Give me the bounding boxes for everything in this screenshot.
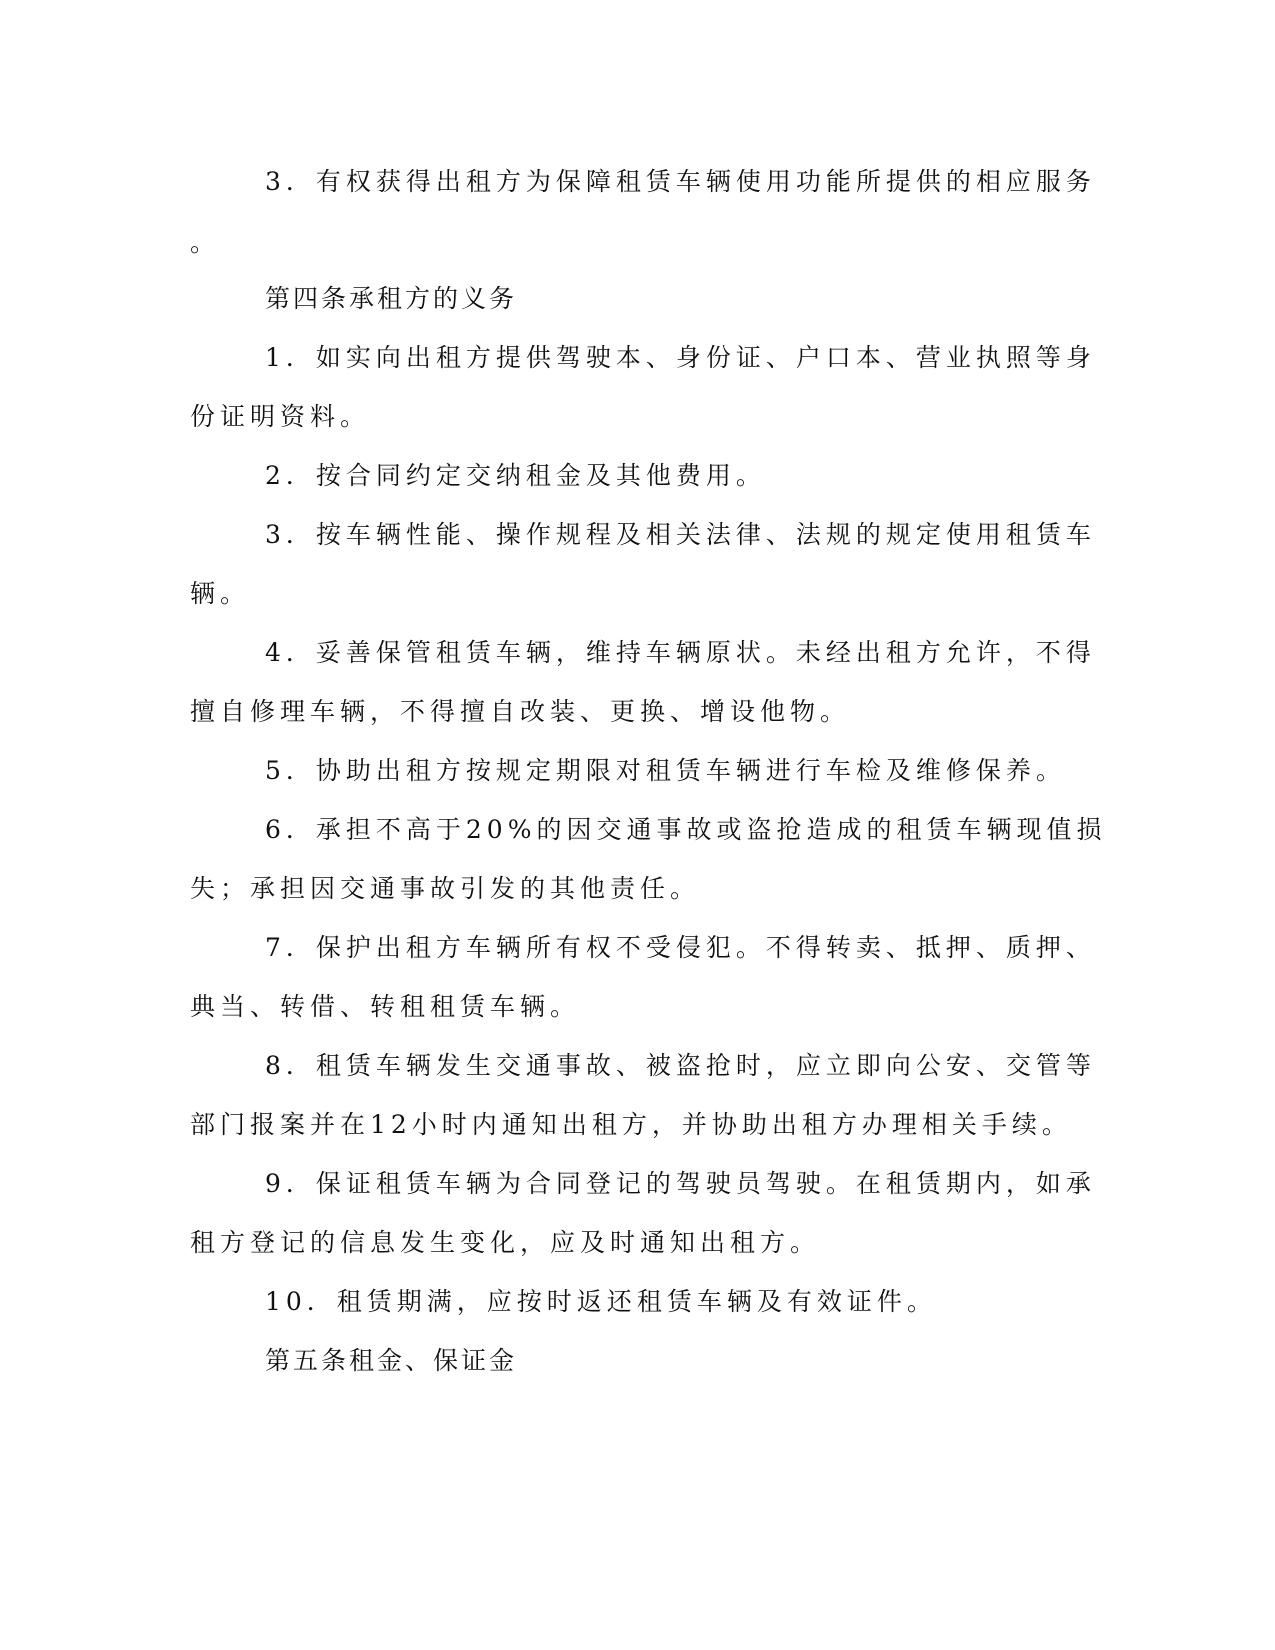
- duty-9-line-2: 租方登记的信息发生变化，应及时通知出租方。: [190, 1228, 821, 1257]
- duty-4-line-1: 4．妥善保管租赁车辆，维持车辆原状。未经出租方允许，不得: [265, 638, 1096, 667]
- clause-3-line-2: 。: [190, 228, 221, 257]
- duty-1-line-1: 1．如实向出租方提供驾驶本、身份证、户口本、营业执照等身: [265, 343, 1096, 372]
- duty-6-line-2: 失；承担因交通事故引发的其他责任。: [190, 874, 701, 903]
- duty-7-line-2: 典当、转借、转租租赁车辆。: [190, 992, 581, 1021]
- duty-7-line-1: 7．保护出租方车辆所有权不受侵犯。不得转卖、抵押、质押、: [265, 933, 1096, 962]
- duty-10-line-1: 10．租赁期满，应按时返还租赁车辆及有效证件。: [265, 1287, 937, 1316]
- duty-3-line-1: 3．按车辆性能、操作规程及相关法律、法规的规定使用租赁车: [265, 520, 1096, 549]
- duty-8-line-1: 8．租赁车辆发生交通事故、被盗抢时，应立即向公安、交管等: [265, 1051, 1096, 1080]
- duty-3-line-2: 辆。: [190, 579, 251, 608]
- duty-9-line-1: 9．保证租赁车辆为合同登记的驾驶员驾驶。在租赁期内，如承: [265, 1169, 1096, 1198]
- duty-1-line-2: 份证明资料。: [190, 402, 371, 431]
- duty-2-line-1: 2．按合同约定交纳租金及其他费用。: [265, 461, 766, 490]
- duty-5-line-1: 5．协助出租方按规定期限对租赁车辆进行车检及维修保养。: [265, 756, 1066, 785]
- section-4-heading: 第四条承租方的义务: [265, 284, 518, 313]
- clause-3-line-1: 3．有权获得出租方为保障租赁车辆使用功能所提供的相应服务: [265, 167, 1096, 196]
- duty-8-line-2: 部门报案并在12小时内通知出租方，并协助出租方办理相关手续。: [190, 1110, 1072, 1139]
- section-5-heading: 第五条租金、保证金: [265, 1346, 518, 1375]
- duty-6-line-1: 6．承担不高于20%的因交通事故或盗抢造成的租赁车辆现值损: [265, 815, 1107, 844]
- duty-4-line-2: 擅自修理车辆，不得擅自改装、更换、增设他物。: [190, 697, 851, 726]
